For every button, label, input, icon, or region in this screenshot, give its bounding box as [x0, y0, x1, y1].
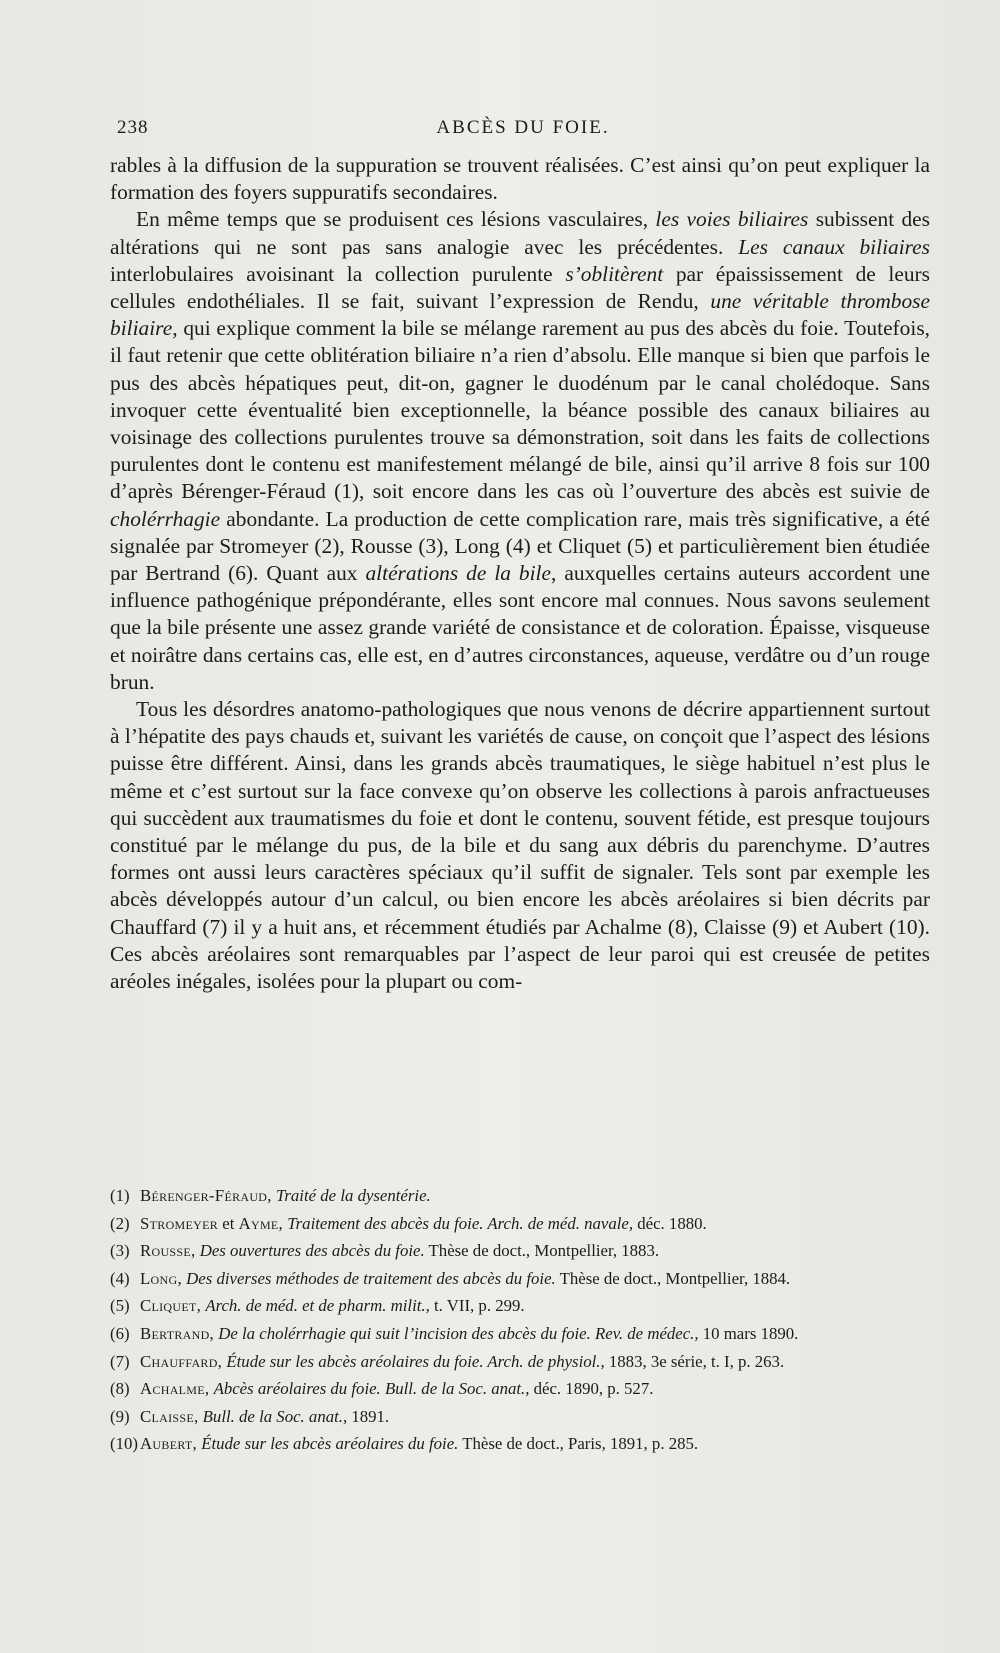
footnote-author: Bérenger-Féraud, [140, 1186, 272, 1205]
text-run: , Claisse [692, 914, 773, 939]
text-run: et particulièrement bien étudiée par Bertrand [110, 533, 930, 586]
footnote-number: (4) [110, 1268, 130, 1288]
footnote-title: De la cholérrhagie qui suit l’incision des abcès du foie. Rev. de médec., [218, 1323, 699, 1343]
italic-run: Les canaux biliaires [738, 234, 930, 259]
italic-run: cholérrhagie [110, 506, 221, 531]
footnote-author: Achalme, [140, 1379, 210, 1399]
text-run: . Ces abcès aréolaires sont remarquables par l’aspect de leur paroi qui est creusée de petites aréoles inégales, isolées pour la plupart ou com- [110, 914, 930, 994]
main-text [110, 152, 930, 995]
footnote-ref[interactable]: (10) [889, 914, 925, 939]
footnote-number: (10) [110, 1434, 138, 1454]
footnote-conjunction: et [218, 1213, 239, 1233]
text-run: . Quant aux [253, 561, 366, 586]
text-run: subissent des altérations qui ne sont pas sans analogie avec les précédentes. [110, 207, 930, 259]
footnote-author: Claisse, [140, 1406, 199, 1426]
paragraph-3 [110, 696, 930, 995]
page-number: 238 [117, 117, 149, 138]
footnote-ref[interactable]: (3) [418, 533, 444, 558]
footnote-rest: déc. 1890, p. 527. [529, 1379, 654, 1399]
footnote-title: Étude sur les abcès aréolaires du foie. [201, 1434, 459, 1454]
footnote [110, 1297, 890, 1315]
footnote-author: Cliquet, [140, 1296, 202, 1316]
footnote [110, 1187, 890, 1205]
text-run: , auxquelles certains auteurs accordent une influence pathogénique prépondérante, elles sont encore mal connues. Nous savons seulement que la bile présente une assez grande variété de consistance et de coloration. Épaisse, visqueuse et noirâtre dans certains cas, elle est, en d’autres circonstances, aqueuse, verdâtre ou d’un rouge brun. [110, 561, 930, 694]
footnote [110, 1215, 890, 1233]
footnote-ref[interactable]: (4) [505, 533, 531, 558]
footnote-author: Chauffard, [140, 1351, 223, 1371]
footnote [110, 1380, 890, 1398]
text-run: , Long [443, 533, 506, 558]
footnote-ref[interactable]: (5) [627, 533, 652, 558]
footnote-number: (2) [110, 1213, 130, 1233]
footnote-rest: Thèse de doct., Paris, 1891, p. 285. [458, 1434, 699, 1454]
text-run: il y a huit ans, et récemment étudiés par Achalme [227, 914, 668, 939]
footnote-number: (5) [110, 1296, 130, 1316]
footnote-author: Long, [140, 1268, 182, 1288]
footnote [110, 1270, 890, 1288]
footnote-rest: déc. 1880. [633, 1213, 707, 1233]
footnote-title: Traitement des abcès du foie. Arch. de méd. navale, [287, 1213, 634, 1233]
footnote-author: Rousse, [140, 1241, 196, 1261]
running-header [117, 117, 929, 145]
footnote-ref[interactable]: (7) [202, 914, 228, 939]
text-run: et Cliquet [530, 533, 628, 558]
footnote-ref[interactable]: (1) [334, 479, 360, 504]
footnote-rest: 1883, 3e série, t. I, p. 263. [604, 1351, 785, 1371]
text-run: , Rousse [339, 533, 419, 558]
footnote-title: Abcès aréolaires du foie. Bull. de la Soc. anat., [213, 1379, 530, 1399]
footnote-author: Bertrand, [140, 1323, 215, 1343]
footnote-number: (7) [110, 1351, 130, 1371]
footnote-rest: 1891. [347, 1406, 390, 1426]
text-run: par épaississement de leurs cellules endothéliales. Il se fait, suivant l’expression de Rendu, [110, 261, 930, 314]
footnote-ref[interactable]: (8) [667, 914, 693, 939]
text-run: et Aubert [797, 914, 889, 939]
footnote-number: (8) [110, 1379, 130, 1399]
text-run: rables à la diffusion de la suppuration se trouvent réalisées. C’est ainsi qu’on peut expliquer la formation des foyers suppuratifs secondaires. [110, 153, 930, 205]
footnote-rest: Thèse de doct., Montpellier, 1883. [424, 1241, 660, 1261]
footnote-title: Arch. de méd. et de pharm. milit., [205, 1296, 430, 1316]
text-run: , qui explique comment la bile se mélange rarement au pus des abcès du foie. Toutefois, il faut retenir que cette oblitération biliaire n’a rien d’absolu. Elle manque si bien que parfois le pus des abcès hépatiques peut, dit-on, gagner le duodénum par le canal cholédoque. Sans invoquer cette éventualité bien exceptionnelle, la béance possible des canaux biliaires au voisinage des collections purulentes trouve sa démonstration, soit dans les faits de collections purulentes dont le contenu est manifestement mélangé de bile, ainsi qu’il arrive 8 fois sur 100 d’après Bérenger-Féraud [110, 316, 930, 504]
footnote [110, 1435, 890, 1453]
footnote-ref[interactable]: (6) [228, 561, 254, 586]
footnote-title: Étude sur les abcès aréolaires du foie. Arch. de physiol., [226, 1351, 605, 1371]
italic-run: une véritable thrombose biliaire [110, 289, 930, 341]
footnote-number: (6) [110, 1323, 130, 1343]
footnote-title: Traité de la dysentérie. [275, 1186, 431, 1205]
footnote [110, 1353, 890, 1371]
text-run: Tous les désordres anatomo-pathologiques que nous venons de décrire appartiennent surtout à l’hépatite des pays chauds et, suivant les variétés de cause, on conçoit que l’aspect des lésions puisse être différent. Ainsi, dans les grands abcès traumatiques, le siège habituel n’est plus le même et c’est surtout sur la face convexe qu’on observe les collections à parois anfractueuses qui succèdent aux traumatismes du foie et dont le contenu, souvent fétide, est presque toujours constitué par le mélange du pus, de la bile et du sang aux débris du parenchyme. D’autres formes ont aussi leurs caractères spéciaux qu’il suffit de signaler. Tels sont par exemple les abcès développés autour d’un calcul, ou bien encore les abcès aréolaires si bien décrits par Chauffard [110, 697, 930, 939]
footnote-author: Stromeyer [140, 1213, 219, 1233]
footnote-author: Ayme, [238, 1213, 284, 1233]
italic-run: les voies biliaires [655, 207, 809, 232]
text-run: , soit encore dans les cas où l’ouverture des abcès est suivie de [359, 479, 930, 504]
text-run: abondante. La production de cette complication rare, mais très significative, a été signalée par Stromeyer [110, 506, 930, 558]
footnote-title: Des ouvertures des abcès du foie. [199, 1241, 425, 1261]
footnote-rest: 10 mars 1890. [698, 1323, 799, 1343]
text-run: interlobulaires avoisinant la collection purulente [110, 261, 566, 286]
footnote-ref[interactable]: (2) [314, 533, 340, 558]
footnote [110, 1408, 890, 1426]
footnote [110, 1325, 890, 1343]
footnote-rest: Thèse de doct., Montpellier, 1884. [555, 1268, 791, 1288]
footnote [110, 1242, 890, 1260]
footnote-title: Des diverses méthodes de traitement des abcès du foie. [186, 1268, 556, 1288]
paragraph-1 [110, 152, 930, 206]
footnote-number: (1) [110, 1186, 130, 1205]
running-title: ABCÈS DU FOIE. [436, 117, 610, 138]
footnote-number: (3) [110, 1241, 130, 1261]
footnote-ref[interactable]: (9) [772, 914, 798, 939]
footnote-author: Aubert, [140, 1434, 198, 1454]
italic-run: altérations de la bile [365, 561, 551, 586]
footnote-title: Bull. de la Soc. anat., [202, 1406, 348, 1426]
paragraph-2 [110, 206, 930, 696]
footnote-number: (9) [110, 1406, 130, 1426]
italic-run: s’oblitèrent [565, 261, 664, 286]
footnotes [110, 1187, 890, 1463]
text-run: En même temps que se produisent ces lésions vasculaires, [136, 207, 656, 232]
footnote-rest: t. VII, p. 299. [429, 1296, 525, 1316]
